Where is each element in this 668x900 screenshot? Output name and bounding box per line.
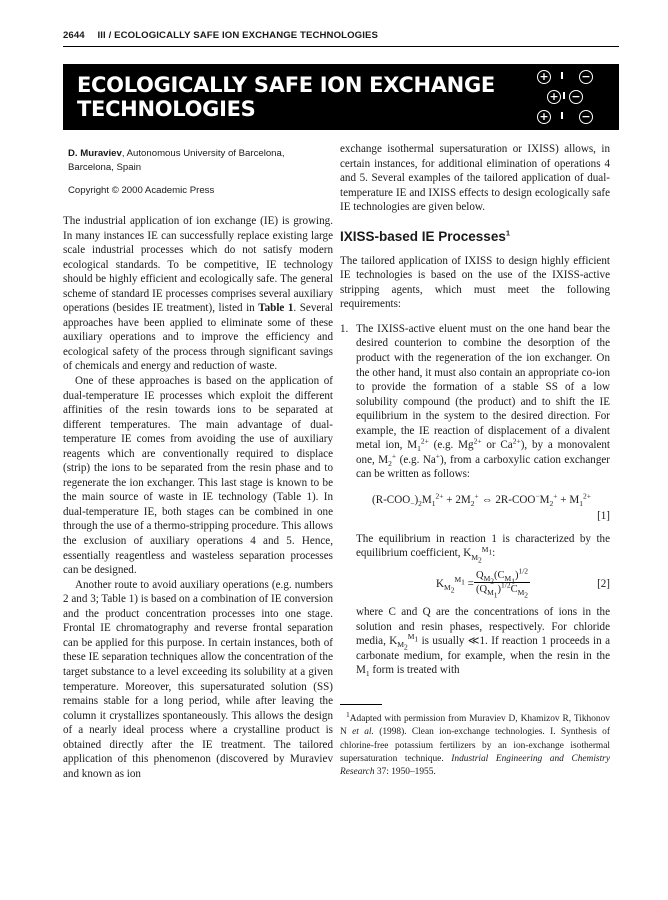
chapter-banner xyxy=(63,64,619,130)
equation-number: [2] xyxy=(597,578,610,591)
divider-mark xyxy=(561,112,563,119)
author-affiliation: , Autonomous University of Barcelona, Barcelona, Spain xyxy=(68,148,285,173)
right-column xyxy=(340,142,610,780)
section-heading: IXISS-based IE Processes$^1$ xyxy=(340,228,511,244)
equation-2: $K_{M_2}^{M_1}$ = $\frac{Q_{M_2}(C_{M_1})^{1/2}}{(Q_{M_1})^{1/2}C_{M_2}}$ [2] xyxy=(436,566,610,600)
cation-plus-icon: + xyxy=(547,90,561,104)
paragraph-6: The equilibrium in reaction 1 is characterized by the equilibrium coefficient, $K_{M_2}^{M_1}$: xyxy=(356,532,610,565)
cation-plus-icon: + xyxy=(537,70,551,84)
paragraph-5: The tailored application of IXISS to design highly efficient IE technologies is based on the use of the IXISS-active stripping agents, which must meet the following requirements: xyxy=(340,254,610,311)
left-column xyxy=(63,147,333,781)
running-header xyxy=(63,30,619,41)
divider-mark xyxy=(561,72,563,79)
running-title: III / ECOLOGICALLY SAFE ION EXCHANGE TECHNOLOGIES xyxy=(97,30,379,41)
list-item xyxy=(340,322,610,678)
anion-minus-icon: − xyxy=(579,70,593,84)
equation-1: $(R-COO_-)_2M_1^{2+} + 2M_2^+$ ⇔ $2R-COO^-M_2^+ + M_1^{2+}$ xyxy=(372,491,591,509)
footnote: $^1$Adapted with permission from Muraviev D, Khamizov R, Tikhonov N et al. (1998). Clean ion-exchange technologies. I. Synthesis of chlorine-free potassium fertilizers by an ion-exchange isothermal supersaturation technique. Industrial Engineering and Chemistry Research 37: 1950–1955. xyxy=(340,709,610,778)
header-rule xyxy=(63,46,619,47)
cation-plus-icon: + xyxy=(537,110,551,124)
anion-minus-icon: − xyxy=(569,90,583,104)
table-reference: Table 1 xyxy=(258,302,294,315)
footnote-rule xyxy=(340,704,382,705)
divider-mark xyxy=(563,92,565,99)
author-name: D. Muraviev xyxy=(68,148,122,159)
page-number: 2644 xyxy=(63,30,85,41)
paragraph-1: The industrial application of ion exchange (IE) is growing. In many instances IE can successfully replace existing large scale industrial processes which do not satisfy modern ecological standards. To be competitive, IE technology should be highly efficient and ecologically safe. The general scheme of standard IE processes comprises several auxiliary operations (besides IE treatment), listed in Table 1. Several approaches have been applied to eliminate some of these auxiliary operations and to improve the efficiency and ecological safety of the process through significant savings of chemicals and energy and reduction of waste. xyxy=(63,215,333,373)
anion-minus-icon: − xyxy=(579,110,593,124)
ion-exchange-logo-icon xyxy=(533,64,619,130)
paragraph-4: exchange isothermal supersaturation or IXISS) allows, in certain instances, for additional elimination of operations 4 and 5. Several examples of the tailored application of dual-temperature IE and IXISS effects to design ecologically safe IE technologies are given below. xyxy=(340,143,610,214)
author-block xyxy=(68,147,333,175)
chapter-title: ECOLOGICALLY SAFE ION EXCHANGE TECHNOLOGIES xyxy=(77,73,495,121)
equation-number: [1] xyxy=(597,509,610,522)
list-item-text: The IXISS-active eluent must on the one hand bear the desired counterion to combine the desorption of the product with the regeneration of the ion exchanger. On the other hand, it must also contain an appropriate co-ion to provide the formation of a stable SS of a low solubility compound (the product) and to shift the IE equilibrium in the system to the desired direction. For example, the IE reaction of displacement of a divalent metal ion, $M_1^{2+}$ (e.g. $Mg^{2+}$ or $Ca^{2+}$), by a monovalent one, $M_2^+$ (e.g. Na+), from a carboxylic cation exchanger can be written as follows: xyxy=(356,322,610,481)
list-number: 1. xyxy=(340,322,349,335)
paragraph-3: Another route to avoid auxiliary operations (e.g. numbers 2 and 3; Table 1) is based on a combination of IE conversion and the product concentration processes into one stage. Frontal IE chromatography and reverse frontal separation can be applied for this purpose. In certain instances, both of these IE separation techniques allow the concentration of the target substance to a level exceeding its solubility at a given temperature. Moreover, this supersaturated solution (SS) remains stable for a long period, while after leaving the column it crystallizes spontaneously. This allows the design of a nearly ideal process where a crystalline product is obtained directly after the IE treatment. The tailored application of this phenomenon (discovered by Muraviev and known as ion xyxy=(63,578,333,780)
paragraph-2: One of these approaches is based on the application of dual-temperature IE processes which exploit the different affinities of the resin towards ions to be separated at different temperatures. The main advantage of dual-temperature IE comes from avoiding the use of auxiliary reagents which are conventionally required to displace (strip) the ions to be separated from the resin phase and to regenerate the ion exchanger. This last stage is known to be the main source of waste in IE technology (Table 1). In dual-temperature IE, both stages can be combined in one through the use of a thermo-stripping procedure. This allows the exclusion of auxiliary operations 4 and 5. Hence, essentially reagentless and wasteless separation processes can be designed. xyxy=(63,375,333,577)
copyright: Copyright © 2000 Academic Press xyxy=(68,185,215,196)
paragraph-7: where C and Q are the concentrations of ions in the solution and resin phases, respectively. For chloride media, $K_{M_2}^{M_1}$ is usually ≪1. If reaction 1 proceeds in a carbonate medium, for example, when the resin in the $M_1$ form is treated with xyxy=(356,606,610,679)
